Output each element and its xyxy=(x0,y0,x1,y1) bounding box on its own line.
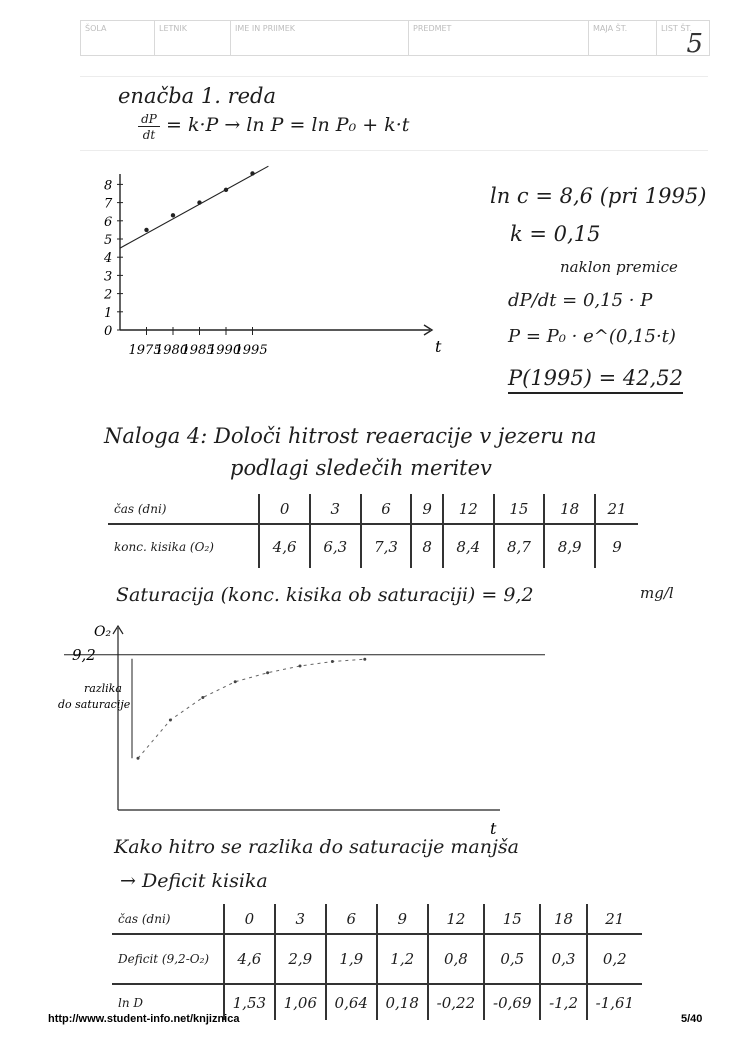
ln-d-cell: 0,18 xyxy=(377,984,428,1020)
deficit-row-header: Deficit (9,2-O₂) xyxy=(112,934,224,984)
note-ln-c: ln c = 8,6 (pri 1995) xyxy=(490,184,707,208)
deficit-heading: → Deficit kisika xyxy=(120,870,268,892)
ln-d-cell: 1,06 xyxy=(275,984,326,1020)
curve-point xyxy=(299,665,302,668)
concentration-cell: 4,6 xyxy=(259,524,310,568)
curve-point xyxy=(201,696,204,699)
note-slope: naklon premice xyxy=(560,258,678,276)
page-number: 5 xyxy=(686,29,703,59)
time-cell: 0 xyxy=(224,904,275,934)
curve-point xyxy=(331,660,334,663)
time-cell: 9 xyxy=(377,904,428,934)
time-cell: 18 xyxy=(540,904,586,934)
note-exponential: P = P₀ · e^(0,15·t) xyxy=(508,326,676,347)
time-cell: 9 xyxy=(411,494,443,524)
time-header: čas (dni) xyxy=(108,494,259,524)
deficit-question: Kako hitro se razlika do saturacije manjša xyxy=(114,836,519,858)
header-cell-subject: PREDMET xyxy=(409,21,589,55)
deficit-cell: 0,3 xyxy=(540,934,586,984)
ln-d-cell: 1,53 xyxy=(224,984,275,1020)
note-derivative: dP/dt = 0,15 · P xyxy=(508,290,653,311)
time-cell: 21 xyxy=(595,494,638,524)
time-cell: 21 xyxy=(587,904,642,934)
curve-point xyxy=(234,680,237,683)
deficit-cell: 2,9 xyxy=(275,934,326,984)
ln-d-cell: -0,69 xyxy=(484,984,540,1020)
y-tick-label: 2 xyxy=(104,287,113,303)
y-tick-label: 1 xyxy=(104,305,113,321)
deficit-cell: 0,2 xyxy=(587,934,642,984)
gap-annotation-line1: razlika xyxy=(84,682,122,695)
concentration-cell: 6,3 xyxy=(310,524,361,568)
curve-point xyxy=(169,719,172,722)
y-tick-label: 6 xyxy=(104,214,113,230)
ln-d-row-header: ln D xyxy=(118,995,144,1010)
x-tick-label: 1985 xyxy=(181,343,215,358)
fraction-denominator: dt xyxy=(142,128,156,142)
curve-point xyxy=(137,757,140,760)
header-cell-num: MAJA ŠT. xyxy=(589,21,657,55)
concentration-cell: 8,7 xyxy=(494,524,545,568)
header-cell-name: IME IN PRIIMEK xyxy=(231,21,409,55)
header-cell-school: ŠOLA xyxy=(81,21,155,55)
x-tick-label: 1980 xyxy=(155,343,189,358)
saturation-level-label: 9,2 xyxy=(72,646,96,664)
time-cell: 18 xyxy=(544,494,595,524)
time-cell: 3 xyxy=(310,494,361,524)
concentration-header: konc. kisika (O₂) xyxy=(114,539,214,554)
ln-d-cell: -1,2 xyxy=(540,984,586,1020)
concentration-cell: 9 xyxy=(595,524,638,568)
curve-point xyxy=(363,658,366,661)
x-tick-labels xyxy=(129,327,268,358)
oxygen-table xyxy=(108,494,638,568)
divider xyxy=(80,76,708,77)
data-point xyxy=(250,171,254,175)
note-result: P(1995) = 42,52 xyxy=(508,366,683,394)
form-header xyxy=(80,20,710,59)
y-tick-label: 8 xyxy=(104,178,113,194)
data-point xyxy=(171,213,175,217)
x-axis-label: t xyxy=(490,819,497,835)
x-tick-label: 1975 xyxy=(128,343,162,358)
deficit-cell: 1,2 xyxy=(377,934,428,984)
ln-d-cell: 0,64 xyxy=(326,984,377,1020)
growth-chart xyxy=(90,160,450,360)
y-tick-label: 0 xyxy=(104,324,113,339)
gap-annotation-line2: do saturacije xyxy=(58,698,131,711)
concentration-cell: 7,3 xyxy=(361,524,412,568)
y-tick-label: 5 xyxy=(104,233,113,248)
oxygen-curve-group xyxy=(137,658,367,760)
note-k: k = 0,15 xyxy=(510,222,601,246)
time-cell: 6 xyxy=(361,494,412,524)
task-subtitle: podlagi sledečih meritev xyxy=(230,456,492,480)
time-cell: 15 xyxy=(494,494,545,524)
time-cell: 12 xyxy=(428,904,484,934)
divider xyxy=(80,150,708,151)
concentration-cell: 8,4 xyxy=(443,524,494,568)
equation: = k·P → ln P = ln P₀ + k·t xyxy=(166,114,410,136)
data-point xyxy=(144,228,148,232)
deficit-cell: 1,9 xyxy=(326,934,377,984)
deficit-table xyxy=(112,904,642,1020)
concentration-cell: 8 xyxy=(411,524,443,568)
concentration-cell: 8,9 xyxy=(544,524,595,568)
y-axis-label: O₂ xyxy=(94,624,112,640)
deficit-cell: 0,8 xyxy=(428,934,484,984)
ln-d-cell: -0,22 xyxy=(428,984,484,1020)
y-tick-label: 3 xyxy=(104,269,113,285)
curve-point xyxy=(266,671,269,674)
saturation-unit: mg/l xyxy=(640,584,674,602)
deficit-cell: 4,6 xyxy=(224,934,275,984)
chart-axes xyxy=(64,626,545,810)
y-tick-label: 4 xyxy=(104,251,113,267)
time-cell: 0 xyxy=(259,494,310,524)
x-axis-label: t xyxy=(435,337,442,356)
x-tick-label: 1995 xyxy=(234,343,268,358)
trend-line xyxy=(120,166,268,248)
section-heading: enačba 1. reda xyxy=(118,84,277,108)
header-cell-sheet: LIST ŠT. xyxy=(661,24,692,33)
time-cell: 12 xyxy=(443,494,494,524)
data-points-group xyxy=(144,171,254,232)
task-title: Naloga 4: Določi hitrost reaeracije v jezeru na xyxy=(104,424,597,448)
saturation-text: Saturacija (konc. kisika ob saturaciji) = 9,2 xyxy=(116,584,534,606)
y-tick-label: 7 xyxy=(104,196,113,212)
saturation-chart xyxy=(50,620,570,835)
time-cell: 6 xyxy=(326,904,377,934)
x-tick-label: 1990 xyxy=(208,343,242,358)
trend-line-group xyxy=(120,166,268,248)
deficit-cell: 0,5 xyxy=(484,934,540,984)
time-cell: 15 xyxy=(484,904,540,934)
header-cell-year: LETNIK xyxy=(155,21,231,55)
footer-url: http://www.student-info.net/knjiznica xyxy=(48,1013,240,1025)
time-header: čas (dni) xyxy=(112,904,224,934)
data-point xyxy=(197,200,201,204)
ln-d-cell: -1,61 xyxy=(587,984,642,1020)
data-point xyxy=(224,188,228,192)
footer-page: 5/40 xyxy=(681,1013,703,1025)
chart-axes xyxy=(120,174,432,335)
oxygen-curve xyxy=(138,659,365,758)
time-cell: 3 xyxy=(275,904,326,934)
fraction-numerator: dP xyxy=(138,112,160,127)
